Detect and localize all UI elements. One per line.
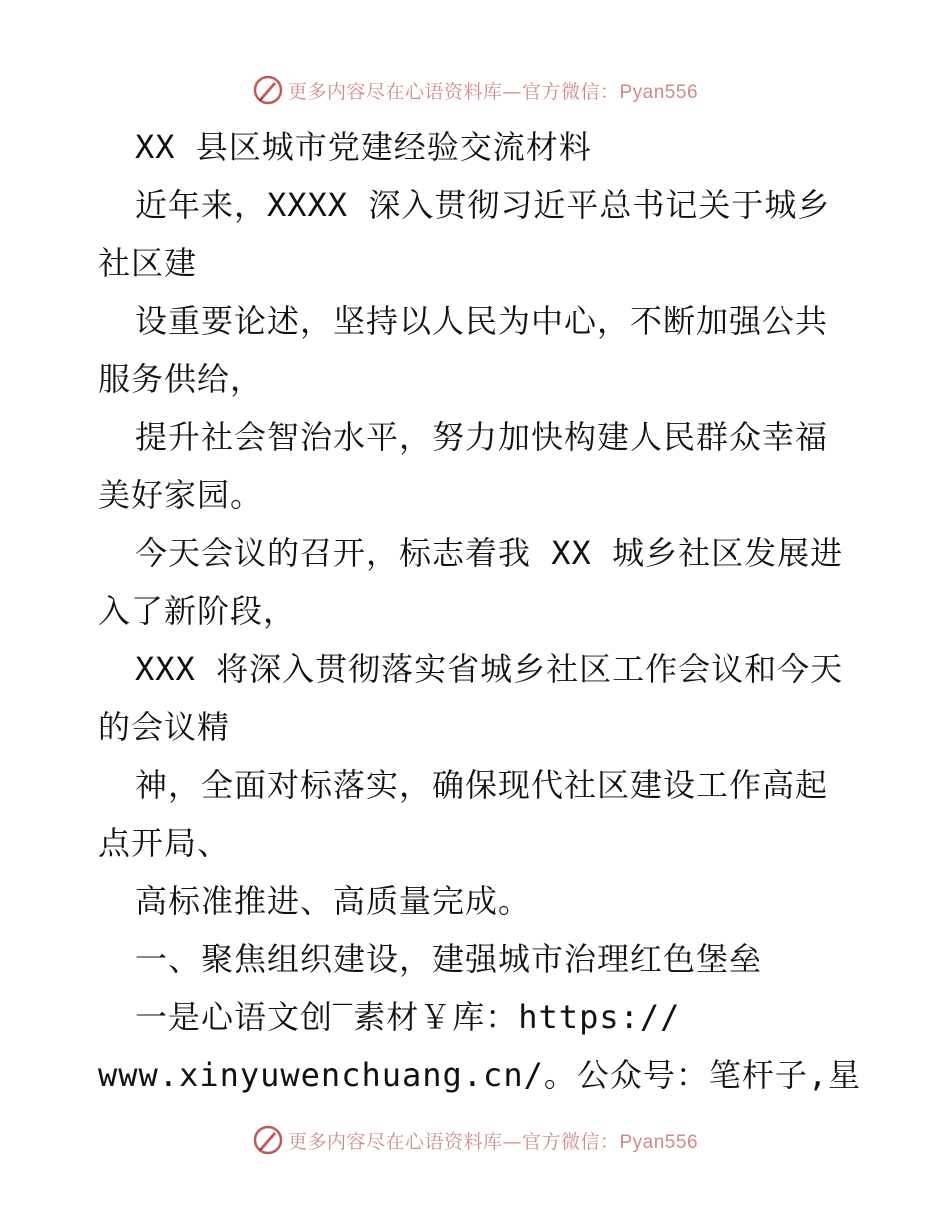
- text-line: 一是心语文创‾素材￥库：https://: [135, 998, 681, 1036]
- text-line: 一、聚焦组织建设，建强城市治理红色堡垒: [135, 940, 763, 978]
- text-line: 社区建: [98, 244, 198, 282]
- document-body: [98, 118, 862, 1104]
- text-line: 提升社会智治水平，努力加快构建人民群众幸福: [135, 418, 829, 456]
- header-watermark-banner: [0, 70, 950, 110]
- text-line: www.xinyuwenchuang.cn/。公众号：笔杆子,星: [98, 1056, 862, 1094]
- text-line: 设重要论述，坚持以人民为中心，不断加强公共: [135, 302, 829, 340]
- watermark-label: 更多内容尽在心语资料库—官方微信：: [287, 1130, 620, 1153]
- watermark-text: [288, 1127, 698, 1154]
- text-line: 的会议精: [98, 708, 231, 746]
- text-line: 高标准推进、高质量完成。: [135, 882, 532, 920]
- watermark-label: 更多内容尽在心语资料库—官方微信：: [287, 80, 620, 103]
- watermark-text: [288, 77, 698, 104]
- footer-watermark-banner: [0, 1120, 950, 1160]
- text-line: XX 县区城市党建经验交流材料: [135, 128, 592, 166]
- text-line: 神，全面对标落实，确保现代社区建设工作高起: [135, 766, 829, 804]
- quill-pen-icon: [252, 1124, 284, 1156]
- quill-pen-icon: [252, 74, 284, 106]
- text-line: 美好家园。: [98, 476, 264, 514]
- text-line: 近年来，XXXX 深入贯彻习近平总书记关于城乡: [135, 186, 831, 224]
- text-line: XXX 将深入贯彻落实省城乡社区工作会议和今天: [135, 650, 844, 688]
- text-line: 服务供给，: [98, 360, 264, 398]
- text-line: 点开局、: [98, 824, 231, 862]
- watermark-handle: Pyan556: [619, 81, 699, 103]
- text-line: 入了新阶段，: [98, 592, 297, 630]
- watermark-handle: Pyan556: [619, 1131, 699, 1153]
- text-line: 今天会议的召开，标志着我 XX 城乡社区发展进: [135, 534, 844, 572]
